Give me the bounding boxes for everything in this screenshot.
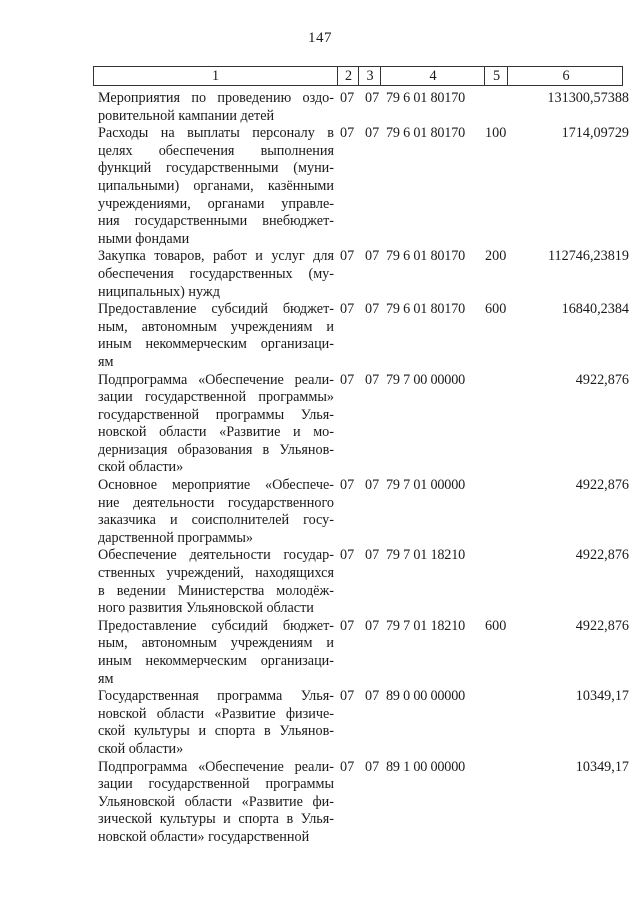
amount: 112746,23819	[547, 248, 629, 265]
row-description	[98, 125, 334, 248]
target-item-code: 79 6 01 80170	[386, 125, 465, 142]
row-description	[98, 618, 334, 688]
amount: 1714,09729	[561, 125, 629, 142]
subsection-code: 07	[365, 758, 380, 775]
description-line: Государственная программа Улья-	[98, 688, 334, 705]
row-description	[98, 759, 334, 847]
header-col-2: 2	[337, 67, 359, 85]
amount: 4922,876	[575, 371, 629, 388]
description-line: иным некоммерческим организаци-	[98, 336, 334, 353]
description-line: ниципальных) нужд	[98, 283, 220, 300]
section-code: 07	[340, 547, 355, 564]
description-line: ровительной кампании детей	[98, 107, 275, 124]
description-line: новской области «Развитие физиче-	[98, 705, 334, 722]
header-col-1: 1	[211, 68, 220, 84]
amount: 4922,876	[575, 547, 629, 564]
target-item-code: 79 7 01 18210	[386, 617, 465, 634]
target-item-code: 79 6 01 80170	[386, 248, 465, 265]
amount: 4922,876	[575, 477, 629, 494]
subsection-code: 07	[365, 617, 380, 634]
description-line: Мероприятия по проведению оздо-	[98, 90, 334, 106]
table-row	[93, 477, 629, 547]
subsection-code: 07	[365, 90, 380, 106]
section-code: 07	[340, 125, 355, 142]
description-line: Подпрограмма «Обеспечение реали-	[98, 371, 334, 388]
target-item-code: 79 7 01 18210	[386, 547, 465, 564]
description-line: обеспечения государственных (му-	[98, 265, 334, 282]
description-line: дарственной программы»	[98, 529, 254, 546]
row-description	[98, 248, 334, 301]
amount: 16840,2384	[561, 301, 629, 318]
expense-type-code: 200	[485, 248, 507, 265]
description-line: Основное мероприятие «Обеспече-	[98, 477, 334, 494]
subsection-code: 07	[365, 371, 380, 388]
description-line: ния государственными внебюджет-	[98, 213, 334, 230]
section-code: 07	[340, 371, 355, 388]
description-line: функций государственными (муни-	[98, 160, 334, 177]
target-item-code: 79 6 01 80170	[386, 301, 465, 318]
description-line: зации государственной программы	[98, 776, 334, 793]
expense-type-code: 600	[485, 617, 507, 634]
description-line: заказчика и соисполнителей госу-	[98, 512, 334, 529]
subsection-code: 07	[365, 301, 380, 318]
table-row	[93, 371, 629, 478]
amount: 10349,17	[575, 688, 629, 705]
description-line: дернизация образования в Ульянов-	[98, 441, 334, 458]
description-line: ям	[98, 353, 114, 370]
table-row	[93, 248, 629, 301]
row-description	[98, 301, 334, 371]
description-line: Подпрограмма «Обеспечение реали-	[98, 758, 334, 775]
description-line: целях обеспечения выполнения	[98, 142, 334, 159]
target-item-code: 79 6 01 80170	[386, 90, 465, 106]
description-line: государственной программы Улья-	[98, 406, 334, 423]
section-code: 07	[340, 688, 355, 705]
description-line: новской области «Развитие и мо-	[98, 424, 334, 441]
header-col-4: 4	[380, 67, 485, 85]
table-row	[93, 547, 629, 617]
description-line: Предоставление субсидий бюджет-	[98, 617, 334, 634]
description-line: ным, автономным учреждениям и	[98, 318, 334, 335]
subsection-code: 07	[365, 248, 380, 265]
target-item-code: 89 0 00 00000	[386, 688, 465, 705]
description-line: Ульяновской области «Развитие фи-	[98, 793, 334, 810]
table-row	[93, 617, 629, 688]
description-line: ской области»	[98, 459, 184, 476]
subsection-code: 07	[365, 477, 380, 494]
description-line: Обеспечение деятельности государ-	[98, 547, 334, 564]
row-description	[98, 547, 334, 617]
description-line: Предоставление субсидий бюджет-	[98, 301, 334, 318]
table-row	[93, 688, 629, 758]
page-number: 147	[308, 30, 332, 46]
subsection-code: 07	[365, 688, 380, 705]
table-row	[93, 125, 629, 248]
description-line: ям	[98, 670, 114, 687]
description-line: в ведении Министерства молодёж-	[98, 582, 334, 599]
description-line: Закупка товаров, работ и услуг для	[98, 248, 334, 265]
section-code: 07	[340, 301, 355, 318]
section-code: 07	[340, 477, 355, 494]
description-line: ской области»	[98, 740, 184, 757]
target-item-code: 79 7 00 00000	[386, 371, 465, 388]
amount: 131300,57388	[547, 90, 629, 106]
table-row	[93, 758, 629, 847]
table-row	[93, 90, 629, 125]
description-line: ципальными) органами, казёнными	[98, 177, 334, 194]
header-col-5: 5	[484, 67, 508, 85]
table-body	[93, 90, 629, 847]
description-line: Расходы на выплаты персоналу в	[98, 125, 334, 142]
description-line: учреждениями, органами управле-	[98, 195, 334, 212]
expense-type-code: 100	[485, 125, 507, 142]
table-header	[93, 66, 623, 86]
header-col-6: 6	[507, 67, 624, 85]
amount: 4922,876	[575, 617, 629, 634]
description-line: ного развития Ульяновской области	[98, 600, 314, 617]
budget-table	[93, 66, 629, 847]
description-line: зической культуры и спорта в Улья-	[98, 811, 334, 828]
target-item-code: 79 7 01 00000	[386, 477, 465, 494]
section-code: 07	[340, 617, 355, 634]
table-row	[93, 301, 629, 371]
description-line: ской культуры и спорта в Ульянов-	[98, 723, 334, 740]
amount: 10349,17	[575, 758, 629, 775]
expense-type-code: 600	[485, 301, 507, 318]
section-code: 07	[340, 90, 355, 106]
description-line: ственных учреждений, находящихся	[98, 565, 334, 582]
row-description	[98, 477, 334, 547]
target-item-code: 89 1 00 00000	[386, 758, 465, 775]
section-code: 07	[340, 758, 355, 775]
description-line: новской области» государственной	[98, 828, 310, 845]
subsection-code: 07	[365, 547, 380, 564]
row-description	[98, 90, 334, 125]
description-line: иным некоммерческим организаци-	[98, 653, 334, 669]
header-col-3: 3	[358, 67, 381, 85]
section-code: 07	[340, 248, 355, 265]
row-description	[98, 372, 334, 478]
row-description	[98, 688, 334, 758]
description-line: зации государственной программы»	[98, 389, 334, 406]
description-line: ным, автономным учреждениям и	[98, 635, 334, 652]
description-line: ными фондами	[98, 230, 190, 247]
description-line: ние деятельности государственного	[98, 494, 334, 511]
subsection-code: 07	[365, 125, 380, 142]
